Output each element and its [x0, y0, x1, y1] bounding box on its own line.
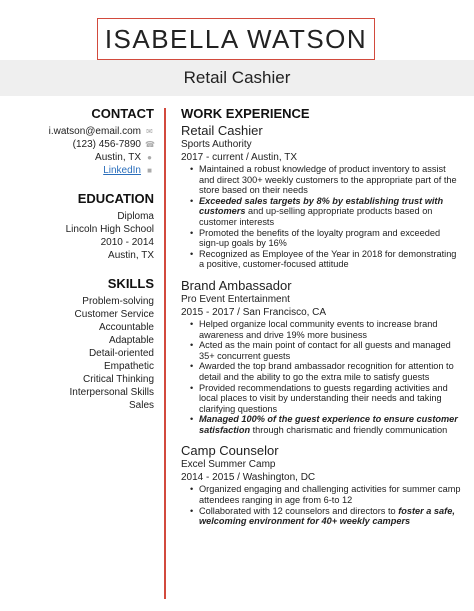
skills-list: [0, 295, 154, 412]
job-entry: [181, 278, 461, 436]
left-column: [0, 106, 154, 412]
bullet-item: • Exceeded sales targets by 8% by establishing trust with customers and up-selling appropriate products based on customer interests: [199, 196, 461, 228]
linkedin-row: [0, 164, 154, 177]
bullet-item: • Collaborated with 12 counselors and directors to foster a safe, welcoming environment for 40+ weekly campers: [199, 506, 461, 527]
phone-text: (123) 456-7890: [72, 139, 141, 150]
skill-item: Detail-oriented: [88, 348, 154, 359]
bullet-item: • Recognized as Employee of the Year in 2018 for demonstrating a positive, customer-focused attitude: [199, 249, 461, 270]
map-pin-icon: ●: [147, 153, 152, 162]
contact-heading: CONTACT: [91, 106, 154, 121]
linkedin-icon: ■: [147, 166, 152, 175]
job-target-title: Retail Cashier: [183, 68, 291, 87]
phone-row: [0, 138, 154, 151]
job-company: Excel Summer Camp: [181, 459, 276, 471]
job-entry: [181, 443, 461, 526]
bullet-item: • Awarded the top brand ambassador recognition for attention to detail and the ability to go the extra mile to satisfy guests: [199, 361, 461, 382]
job-title: Brand Ambassador: [181, 277, 292, 293]
bullet-item: • Organized engaging and challenging activities for summer camp attendees ranging in age from 6-to 12: [199, 484, 461, 505]
job-dates-location: 2015 - 2017 / San Francisco, CA: [181, 306, 327, 318]
education-location: Austin, TX: [108, 250, 154, 261]
skill-item: Sales: [128, 400, 154, 411]
job-bullets: [181, 484, 461, 526]
bullet-item: • Helped organize local community events to increase brand awareness and drive 19% more business: [199, 319, 461, 340]
linkedin-link[interactable]: LinkedIn: [103, 165, 141, 176]
skills-heading: SKILLS: [107, 276, 154, 291]
job-dates-location: 2014 - 2015 / Washington, DC: [181, 472, 316, 484]
job-bullets: [181, 319, 461, 436]
skill-item: Accountable: [98, 322, 154, 333]
bullet-item: • Promoted the benefits of the loyalty program and exceeded sign-up goals by 16%: [199, 228, 461, 249]
location-text: Austin, TX: [95, 152, 141, 163]
bullet-item: • Provided recommendations to guests regarding activities and local places to visit by understanding their needs and taking clarifying questions: [199, 383, 461, 415]
email-text[interactable]: i.watson@email.com: [48, 126, 141, 137]
work-heading: WORK EXPERIENCE: [181, 106, 310, 121]
job-title: Camp Counselor: [181, 443, 279, 459]
envelope-icon: ✉: [146, 127, 153, 136]
education-years: 2010 - 2014: [100, 237, 154, 248]
skill-item: Interpersonal Skills: [69, 387, 154, 398]
name-box: [97, 18, 375, 60]
email-row: [0, 125, 154, 138]
education-heading: EDUCATION: [77, 191, 154, 206]
education-school: Lincoln High School: [65, 224, 154, 235]
right-column: [181, 106, 461, 527]
job-title: Retail Cashier: [181, 123, 263, 138]
job-entry: [181, 123, 461, 270]
job-dates-location: 2017 - current / Austin, TX: [181, 152, 297, 163]
education-degree: Diploma: [117, 211, 154, 222]
bullet-item: • Managed 100% of the guest experience to ensure customer satisfaction through charismatic and friendly communication: [199, 414, 461, 435]
location-row: [0, 151, 154, 164]
job-company: Sports Authority: [181, 139, 252, 150]
job-company: Pro Event Entertainment: [181, 293, 290, 305]
bullet-item: • Maintained a robust knowledge of product inventory to assist and direct 300+ weekly customers to the appropriate part of the store based on their needs: [199, 164, 461, 196]
skill-item: Adaptable: [108, 335, 154, 346]
candidate-name: ISABELLA WATSON: [104, 23, 368, 54]
phone-icon: ☎: [145, 140, 155, 149]
job-bullets: [181, 164, 461, 270]
column-divider: [164, 108, 166, 599]
skill-item: Problem-solving: [82, 296, 154, 307]
skill-item: Customer Service: [74, 309, 154, 320]
skill-item: Critical Thinking: [83, 374, 154, 385]
skill-item: Empathetic: [103, 361, 154, 372]
bullet-item: • Acted as the main point of contact for all guests and managed 35+ concurrent guests: [199, 340, 461, 361]
